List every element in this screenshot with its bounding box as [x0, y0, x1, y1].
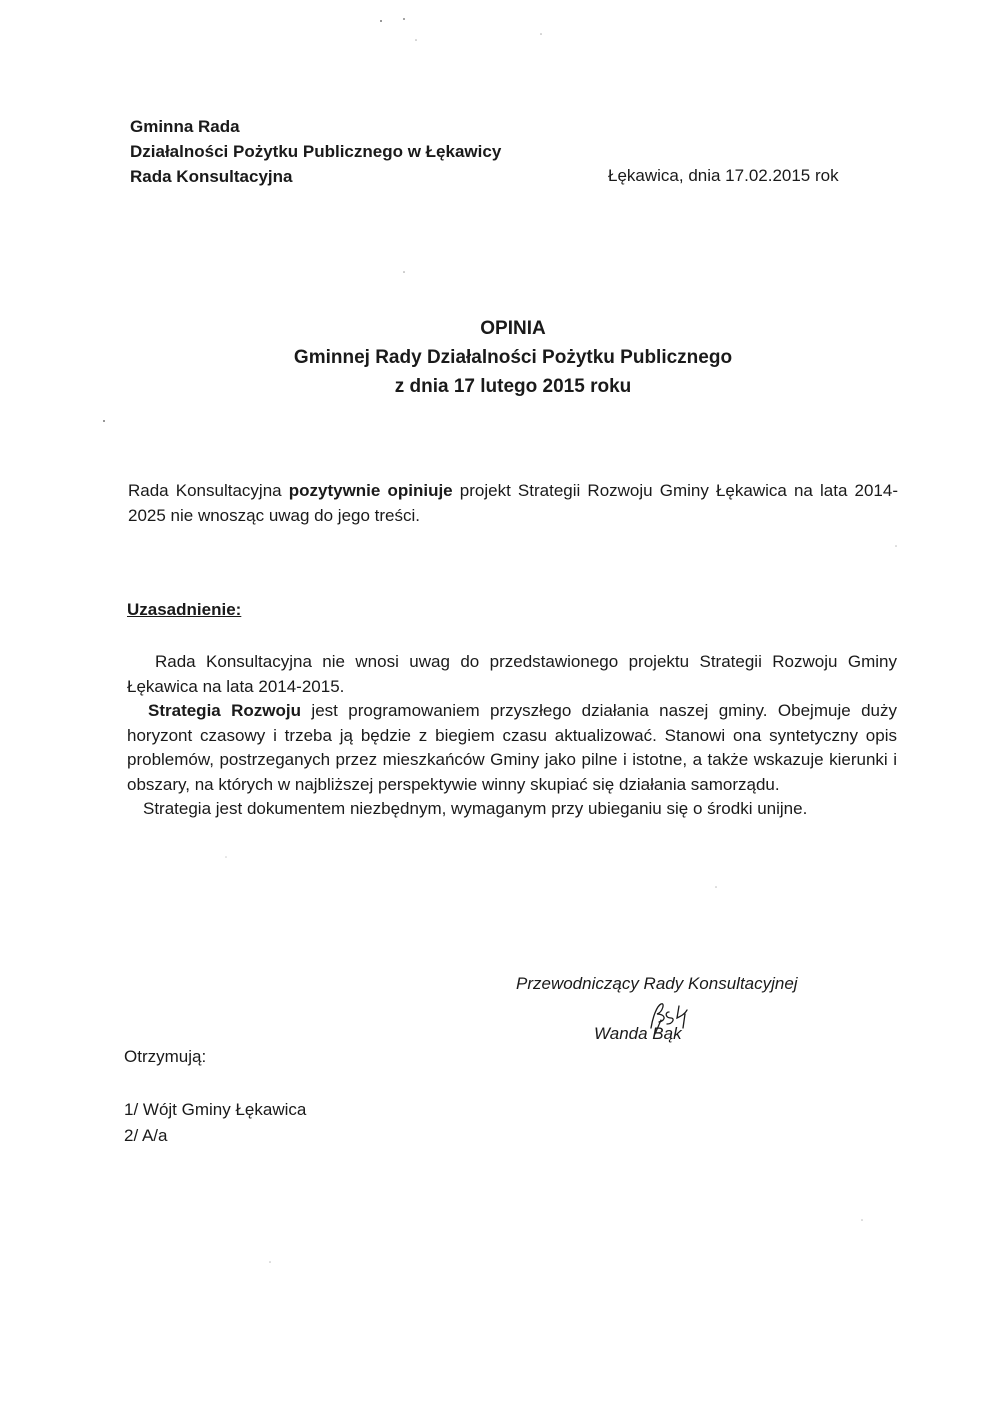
sender-block	[130, 114, 501, 189]
sender-line-3: Rada Konsultacyjna	[130, 167, 293, 186]
justification-emphasis: Strategia Rozwoju	[148, 701, 302, 720]
justification-heading: Uzasadnienie:	[127, 600, 242, 619]
justification-paragraph-2	[127, 699, 897, 797]
document-title	[0, 314, 996, 401]
list-item: 2/ A/a	[124, 1126, 168, 1145]
recipients-list	[124, 1097, 306, 1149]
recipients-label: Otrzymują:	[124, 1047, 207, 1066]
justification-paragraph-1: Rada Konsultacyjna nie wnosi uwag do przedstawionego projektu Strategii Rozwoju Gminy Łękawica na lata 2014-2015.	[127, 652, 897, 696]
sender-line-2: Działalności Pożytku Publicznego w Łękawicy	[130, 142, 502, 161]
signature-title: Przewodniczący Rady Konsultacyjnej	[516, 974, 798, 993]
place-date: Łękawica, dnia 17.02.2015 rok	[608, 166, 839, 185]
opinion-emphasis: pozytywnie opiniuje	[288, 481, 453, 500]
title-line-3: z dnia 17 lutego 2015 roku	[394, 376, 632, 397]
justification-paragraph-3: Strategia jest dokumentem niezbędnym, wymaganym przy ubieganiu się o środki unijne.	[143, 799, 808, 818]
opinion-paragraph	[128, 478, 898, 528]
justification-body	[127, 650, 897, 822]
list-item: 1/ Wójt Gminy Łękawica	[124, 1100, 307, 1119]
sender-line-1: Gminna Rada	[130, 117, 240, 136]
opinion-text-after: projekt Strategii Rozwoju Gminy Łękawica na lata 2014-2025 nie wnosząc uwag do jego treści.	[128, 481, 899, 525]
title-line-1: OPINIA	[480, 318, 546, 339]
signature-name: Wanda Bąk	[594, 1024, 682, 1043]
title-line-2: Gminnej Rady Działalności Pożytku Publicznego	[293, 347, 733, 368]
opinion-text-before: Rada Konsultacyjna	[128, 481, 289, 500]
justification-paragraph-2-text: jest programowaniem przyszłego działania naszej gminy. Obejmuje duży horyzont czasowy i trzeba ją będzie z biegiem czasu aktualizować. Stanowi ona syntetyczny opis problemów, postrzeganych przez mieszkańców Gminy jako pilne i istotne, a także wskazuje kierunki i obszary, na których w najbliższej perspektywie winny skupiać się działania samorządu.	[127, 701, 897, 794]
